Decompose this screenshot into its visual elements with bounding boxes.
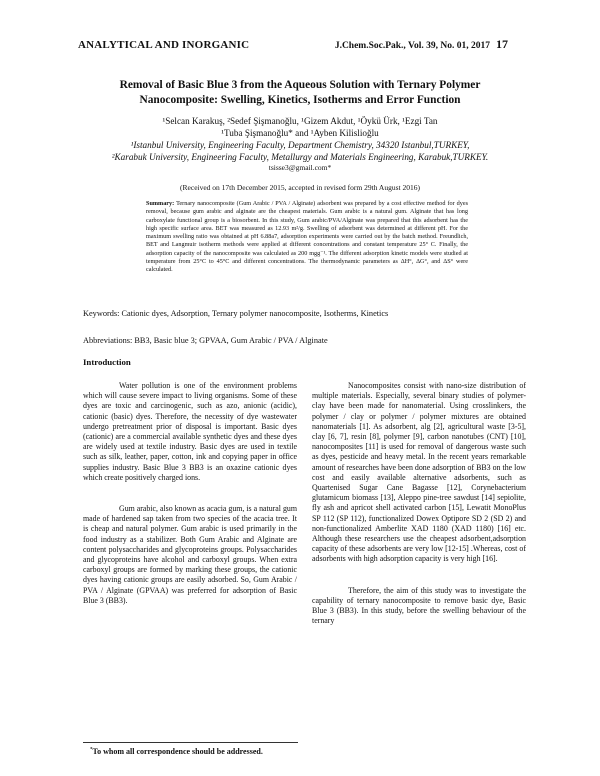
right-column <box>312 381 526 647</box>
title-line-2: Nanocomposite: Swelling, Kinetics, Isotherms and Error Function <box>139 94 461 106</box>
footnote <box>90 747 263 756</box>
footnote-divider <box>83 742 298 743</box>
summary-text: Ternary nanocomposite (Gum Arabic / PVA / Alginate) adsorbent was prepared by a cost effective method for dyes removal, because gum arabic and alginate are the cheapest materials. Gum arabic is a natural gum. Alginate that has long carboxylate functional group is a biosorbent. In this study, Gum arabic/PVA/Alginate was prepared that this adsorbent has the high specific surface area. BET was measured as 12.93 m²/g. Swelling of adsorbent was determined at different pH. For the maximum swelling ratio was obtained at pH 6.88a7, adsorption experiments were carried out by the batch method. Freundlich, BET and Langmuir isotherm methods were applied at different concentrations and constant temperature 25° C. Finally, the adsorption capacity of the nanocomposite was calculated as 200 mgg⁻¹. The different adsorption kinetic models were studied at temperature from 25°C to 45°C and different concentrations. The thermodynamic parameters as ΔH°, ΔG°, and ΔS° were calculated. <box>146 200 468 273</box>
abstract-summary <box>146 200 468 274</box>
affiliations <box>60 140 540 163</box>
summary-label: Summary: <box>146 200 175 207</box>
authors-line-2: ¹Tuba Şişmanoğlu* and ¹Ayben Kilislioğlu <box>221 127 379 138</box>
page-number: 17 <box>496 37 508 51</box>
corresponding-email: tsisse3@gmail.com* <box>268 163 332 172</box>
paper-title <box>60 78 540 108</box>
authors-line-1: ¹Selcan Karakuş, ²Sedef Şişmanoğlu, ¹Gizem Akdut, ¹Öykü Ürk, ¹Ezgi Tan <box>162 116 438 126</box>
left-paragraph-1: Water pollution is one of the environment problems which will cause severe impact to living organisms. Some of these dyes are toxic and carcinogenic, such as azo, anionic (acidic), cationic (basic) dyes. Therefore, the necessity of dye wastewater undergo pretreatment prior of disposal is important. Basic dyes (cationic) are a commercial available synthetic dyes and these dyes are widely used at textile industry. Basic dyes are used in textile such as silk, leather, paper, cotton, ink and copying paper in office supplies industry. Basic Blue 3 BB3 is an oxazine cationic dyes which create positively charged ions. <box>83 381 297 482</box>
footnote-marker-icon: * <box>90 747 93 753</box>
keywords: Keywords: Cationic dyes, Adsorption, Ternary polymer nanocomposite, Isotherms, Kinetics <box>83 309 389 318</box>
received-dates: (Received on 17th December 2015, accepted in revised form 29th August 2016) <box>180 183 420 192</box>
left-column <box>83 381 297 627</box>
right-paragraph-1: Nanocomposites consist with nano-size distribution of multiple materials. Especially, several binary studies of polymer-clay have been made for nanomaterial. Using crosslinkers, the polymer / clay or polymer / polymer mixtures are obtained nanomaterials [1]. As adsorbent, alg [2], agricultural waste [3-5], clay [6, 7], resin [8], polymer [9], carbon nanotubes (CNT) [10], nanocomposites [11] is used for removal of dangerous waste such as dyes, pesticide and heavy metal. In the recent years remarkable amount of researches have been done adsorption of BB3 on the low cost and easily available alternative adsorbents, such as Quartenised Sugar Cane Bagasse [12], Corynebacterium glutamicum biomass [13], Aleppo pine-tree sawdust [14] sepiolite, fly ash and apricot shell activated carbon [15], Lewatit MonoPlus SP 112 (SP 112), functionalized Dowex Optipore SD 2 (SD 2) and non-functionalized Amberlite XAD 1180 (XAD 1180) [16] etc. Although these researchers use the cheapest adsorbent,adsorption capacity of these adsorbents are very low [12-15] .Whereas, cost of adsorbents with high adsorption capacity is very high [16]. <box>312 381 526 564</box>
journal-section-label: ANALYTICAL AND INORGANIC <box>78 39 250 51</box>
left-paragraph-2: Gum arabic, also known as acacia gum, is a natural gum made of hardened sap taken from two species of the acacia tree. It is cheap and natural polymer. Gum arabic is used primarily in the food industry as a stabilizer. Both Gum Arabic and Alginate are content polysaccharides and glycoproteins groups. Polysaccharides and glycoproteins have alcohol and carboxyl groups. When extra carboxyl groups are formed by marking these groups, the cationic dyes having cationic groups are easily adsorbed. So, Gum Arabic / PVA / Alginate (GPVAA) was preferred for adsorption of Basic Blue 3 (BB3). <box>83 504 297 605</box>
journal-reference: J.Chem.Soc.Pak., Vol. 39, No. 01, 2017 <box>334 41 490 51</box>
title-line-1: Removal of Basic Blue 3 from the Aqueous Solution with Ternary Polymer <box>119 79 481 91</box>
footnote-text: To whom all correspondence should be addressed. <box>92 747 263 756</box>
affiliation-2: ²Karabuk University, Engineering Faculty, Metallurgy and Materials Engineering, Karabuk,TURKEY. <box>111 151 489 162</box>
introduction-heading: Introduction <box>83 357 131 367</box>
abbreviations: Abbreviations: BB3, Basic blue 3; GPVAA, Gum Arabic / PVA / Alginate <box>83 336 328 345</box>
affiliation-1: ¹Istanbul University, Engineering Faculty, Department Chemistry, 34320 Istanbul,TURKEY, <box>130 140 470 150</box>
journal-citation <box>335 37 508 52</box>
author-list <box>60 116 540 139</box>
right-paragraph-2: Therefore, the aim of this study was to investigate the capability of ternary nanocomposite to remove basic dye, Basic Blue 3 (BB3). In this study, before the swelling behaviour of the ternary <box>312 585 526 626</box>
